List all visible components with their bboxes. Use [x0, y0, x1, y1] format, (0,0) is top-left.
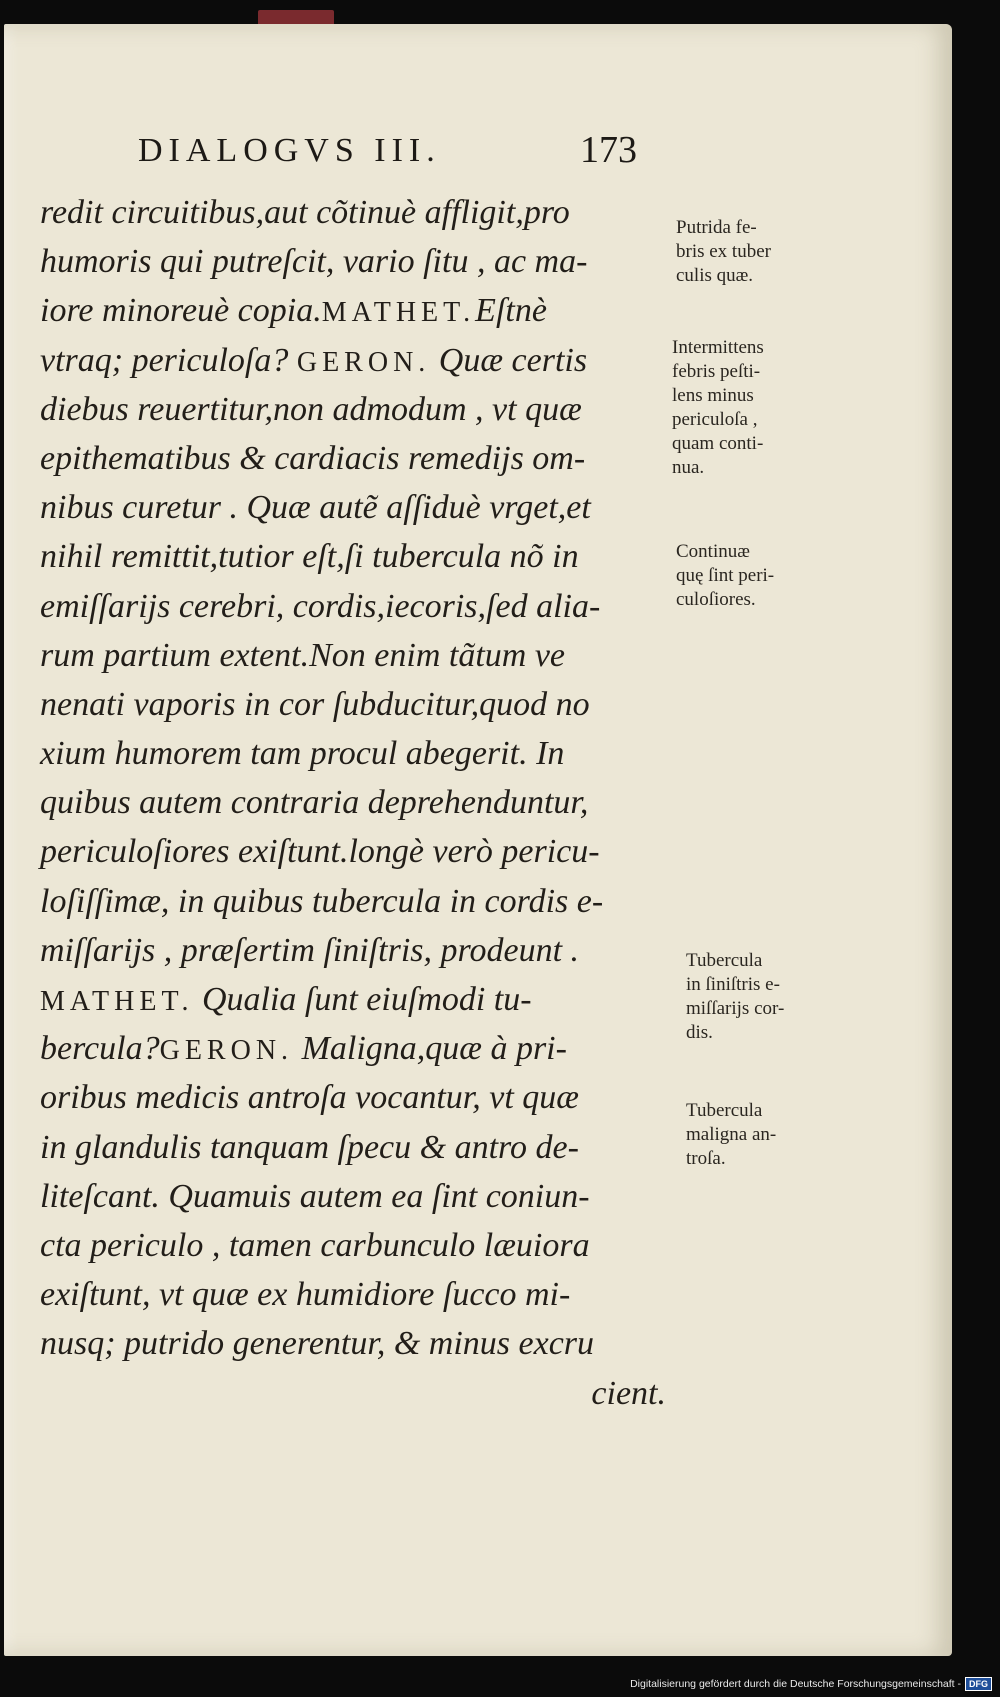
margin-note-line: Tubercula: [686, 1100, 763, 1121]
text-line: [40, 385, 666, 434]
margin-note-line: in ſiniſtris e-: [686, 974, 780, 995]
text-segment: nenati vaporis in cor ſubducitur,quod no: [40, 685, 590, 723]
margin-note-line: quę ſint peri-: [676, 565, 775, 586]
margin-note-tubercula-maligna: [686, 1099, 776, 1171]
text-line: [40, 286, 666, 335]
margin-note-line: Continuæ: [676, 541, 750, 562]
text-line: [40, 1319, 666, 1368]
text-line: [40, 532, 666, 581]
text-line: [40, 631, 666, 680]
footer-credit-text: Digitalisierung gefördert durch die Deutsche Forschungsgemeinschaft -: [630, 1678, 961, 1690]
text-line: [40, 975, 666, 1024]
text-segment: redit circuitibus,aut cõtinuè affligit,pro: [40, 194, 570, 231]
margin-note-line: lens minus: [672, 385, 754, 406]
text-line: [40, 237, 666, 286]
text-line: [40, 827, 666, 876]
text-segment: Qualia ſunt eiuſmodi tu-: [193, 981, 532, 1018]
speaker-name: MATHET.: [40, 986, 194, 1017]
page-number: 173: [580, 129, 637, 171]
text-segment: vtraq; periculoſa?: [40, 341, 297, 379]
text-segment: Maligna,quæ à pri-: [293, 1030, 567, 1068]
text-segment: diebus reuertitur,non admodum , vt quæ: [40, 390, 582, 428]
main-text-block: [40, 188, 666, 1418]
text-segment: Eſtnè: [475, 292, 547, 330]
text-segment: cient.: [591, 1374, 666, 1412]
text-line: [40, 434, 666, 483]
margin-note-line: miſſarijs cor-: [686, 998, 785, 1019]
text-segment: liteſcant. Quamuis autem ea ſint coniun-: [40, 1177, 590, 1215]
text-segment: humoris qui putreſcit, vario ſitu , ac ma-: [40, 243, 588, 281]
speaker-name: GERON.: [159, 1035, 294, 1067]
margin-note-line: quam conti-: [672, 433, 764, 454]
margin-note-line: Putrida fe-: [676, 217, 757, 238]
text-line: [40, 1123, 666, 1172]
text-segment: nibus curetur . Quæ autẽ aſſiduè vrget,et: [40, 489, 591, 527]
text-line: [40, 582, 666, 631]
text-segment: emiſſarijs cerebri, cordis,iecoris,ſed alia-: [40, 587, 601, 625]
margin-note-continuae: [676, 540, 774, 612]
text-segment: quibus autem contraria deprehenduntur,: [40, 784, 589, 822]
text-segment: oribus medicis antroſa vocantur, vt quæ: [40, 1079, 579, 1117]
text-segment: nihil remittit,tutior eſt,ſi tubercula nõ in: [40, 538, 579, 576]
speaker-name: MATHET.: [321, 297, 476, 329]
text-segment: periculoſiores exiſtunt.longè verò pericu-: [40, 833, 600, 871]
text-line: [40, 1073, 666, 1122]
text-segment: nusq; putrido generentur, & minus excru: [40, 1325, 595, 1363]
text-line: [40, 877, 666, 926]
text-segment: exiſtunt, vt quæ ex humidiore ſucco mi-: [40, 1276, 571, 1314]
speaker-name: GERON.: [296, 346, 431, 378]
text-line: [40, 188, 666, 237]
margin-note-intermittens: [672, 336, 764, 480]
digitization-footer: [630, 1675, 992, 1693]
text-segment: iore minoreuè copia.: [40, 292, 322, 330]
margin-note-line: dis.: [686, 1022, 713, 1043]
text-segment: miſſarijs , præſertim ſiniſtris, prodeunt .: [40, 931, 580, 969]
margin-note-line: Intermittens: [672, 337, 764, 358]
text-segment: in glandulis tanquam ſpecu & antro de-: [40, 1128, 579, 1166]
text-segment: loſiſſimæ, in quibus tubercula in cordis e-: [40, 882, 604, 920]
margin-note-line: culis quæ.: [676, 265, 754, 286]
text-line: [40, 1221, 666, 1270]
text-line: [40, 926, 666, 975]
text-segment: rum partium extent.Non enim tãtum ve: [40, 636, 566, 674]
book-page: [4, 24, 952, 1656]
text-line: [40, 1172, 666, 1221]
margin-note-line: bris ex tuber: [676, 241, 771, 262]
text-segment: epithematibus & cardiacis remedijs om-: [40, 439, 586, 477]
margin-note-line: troſa.: [686, 1148, 726, 1169]
margin-note-line: periculoſa ,: [672, 409, 758, 430]
text-line: [40, 336, 666, 385]
margin-note-putrida: [676, 216, 771, 288]
text-line: [40, 729, 666, 778]
text-line: [40, 680, 666, 729]
text-segment: bercula?: [40, 1030, 160, 1068]
text-segment: cta periculo , tamen carbunculo læuiora: [40, 1226, 590, 1264]
running-head-title: DIALOGVS III.: [138, 132, 441, 169]
text-segment: Quæ certis: [430, 341, 588, 379]
margin-note-line: maligna an-: [686, 1124, 777, 1145]
text-line: [40, 1024, 666, 1073]
text-line: [40, 778, 666, 827]
margin-note-tubercula-sinistris: [686, 949, 784, 1045]
text-line: [40, 1369, 666, 1418]
margin-note-line: culoſiores.: [676, 589, 756, 610]
dfg-logo-icon: DFG: [965, 1677, 992, 1691]
text-segment: xium humorem tam procul abegerit. In: [40, 735, 565, 773]
text-line: [40, 1270, 666, 1319]
margin-note-line: Tubercula: [686, 950, 763, 971]
text-line: [40, 483, 666, 532]
margin-note-line: nua.: [672, 457, 705, 478]
margin-note-line: febris peſti-: [672, 361, 761, 382]
